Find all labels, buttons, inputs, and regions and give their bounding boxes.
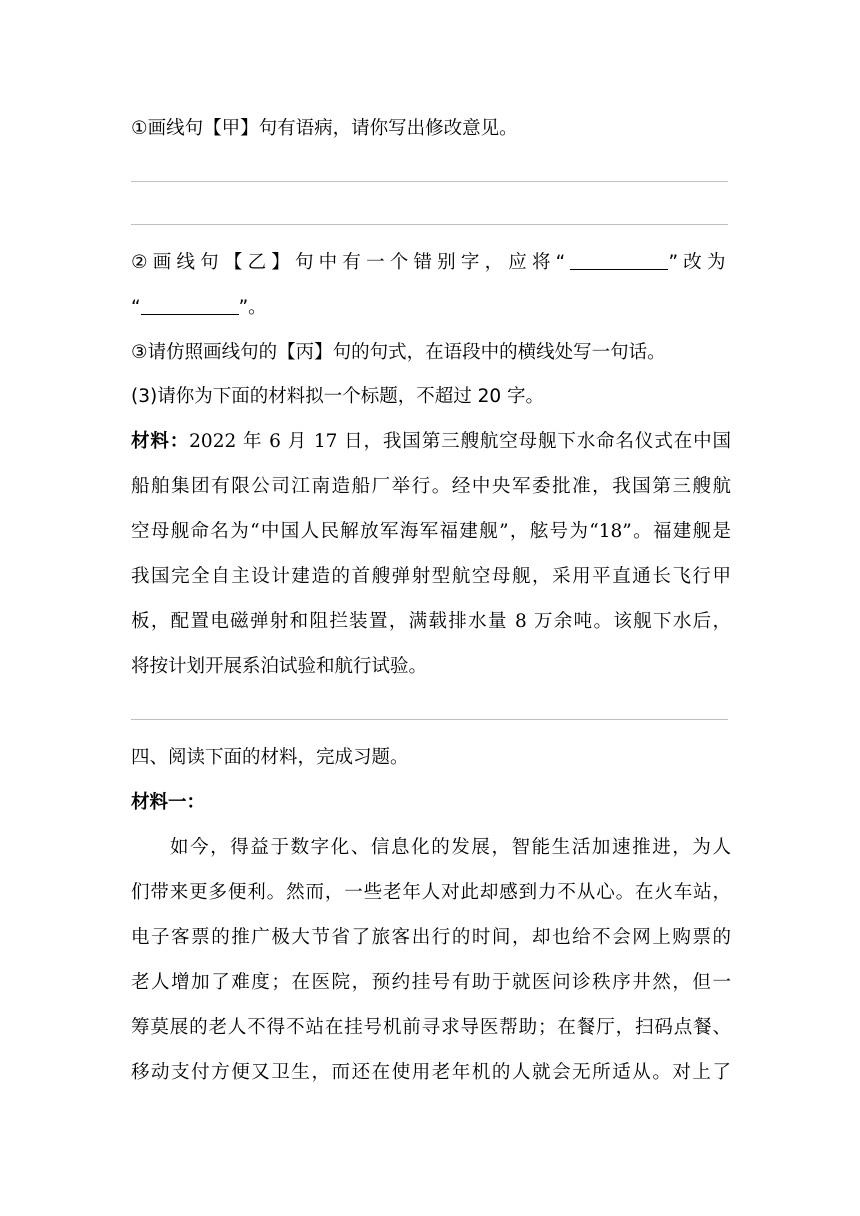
quote-open: “: [131, 297, 141, 318]
material-paragraph-line: 我国完全自主设计建造的首艘弹射型航空母舰，采用平直通长飞行甲: [131, 566, 731, 587]
material-paragraph-line: 板，配置电磁弹射和阻拦装置，满载排水量 8 万余吨。该舰下水后，: [131, 611, 731, 632]
answer-line: [131, 719, 728, 720]
fill-in-blank: [141, 296, 239, 315]
question-2-2-continued: [131, 295, 731, 321]
section-4-title: 四、阅读下面的材料，完成习题。: [131, 747, 409, 768]
fill-in-blank: [570, 251, 668, 270]
material-1-line: 筹莫展的老人不得不站在挂号机前寻求导医帮助；在餐厅，扫码点餐、: [131, 1017, 731, 1038]
material-1-label: 材料一：: [131, 792, 206, 813]
material-1-line: 电子客票的推广极大节省了旅客出行的时间，却也给不会网上购票的: [131, 927, 731, 948]
quote-close: ”。: [238, 297, 267, 318]
answer-line: [131, 181, 728, 182]
question-3: (3)请你为下面的材料拟一个标题，不超过 20 字。: [131, 386, 545, 407]
answer-line: [131, 224, 728, 225]
material-1-line: 们带来更多便利。然而，一些老年人对此却感到力不从心。在火车站，: [131, 882, 731, 903]
question-2-2-text-tail: ”改为: [668, 252, 731, 273]
material-1-line: 移动支付方便又卫生，而还在使用老年机的人就会无所适从。对上了: [131, 1062, 731, 1083]
material-paragraph-line: 空母舰命名为“中国人民解放军海军福建舰”，舷号为“18”。福建舰是: [131, 521, 731, 542]
material-paragraph-line: 将按计划开展系泊试验和航行试验。: [131, 656, 428, 677]
material-1-line: 老人增加了难度；在医院，预约挂号有助于就医问诊秩序井然，但一: [131, 972, 731, 993]
material-paragraph-line: 船舶集团有限公司江南造船厂举行。经中央军委批准，我国第三艘航: [131, 476, 731, 497]
material-1-line: 如今，得益于数字化、信息化的发展，智能生活加速推进，为人: [170, 837, 731, 858]
question-2-1: ①画线句【甲】句有语病，请你写出修改意见。: [131, 118, 518, 139]
question-2-2: [131, 250, 731, 276]
question-2-2-text: ②画线句【乙】句中有一个错别字，应将“: [131, 252, 571, 273]
material-text: 2022 年 6 月 17 日，我国第三艘航空母舰下水命名仪式在中国: [189, 431, 731, 452]
material-label: 材料：: [131, 431, 190, 452]
question-2-3: ③请仿照画线句的【丙】句的句式，在语段中的横线处写一句话。: [131, 342, 666, 363]
material-paragraph-line: [131, 429, 731, 455]
